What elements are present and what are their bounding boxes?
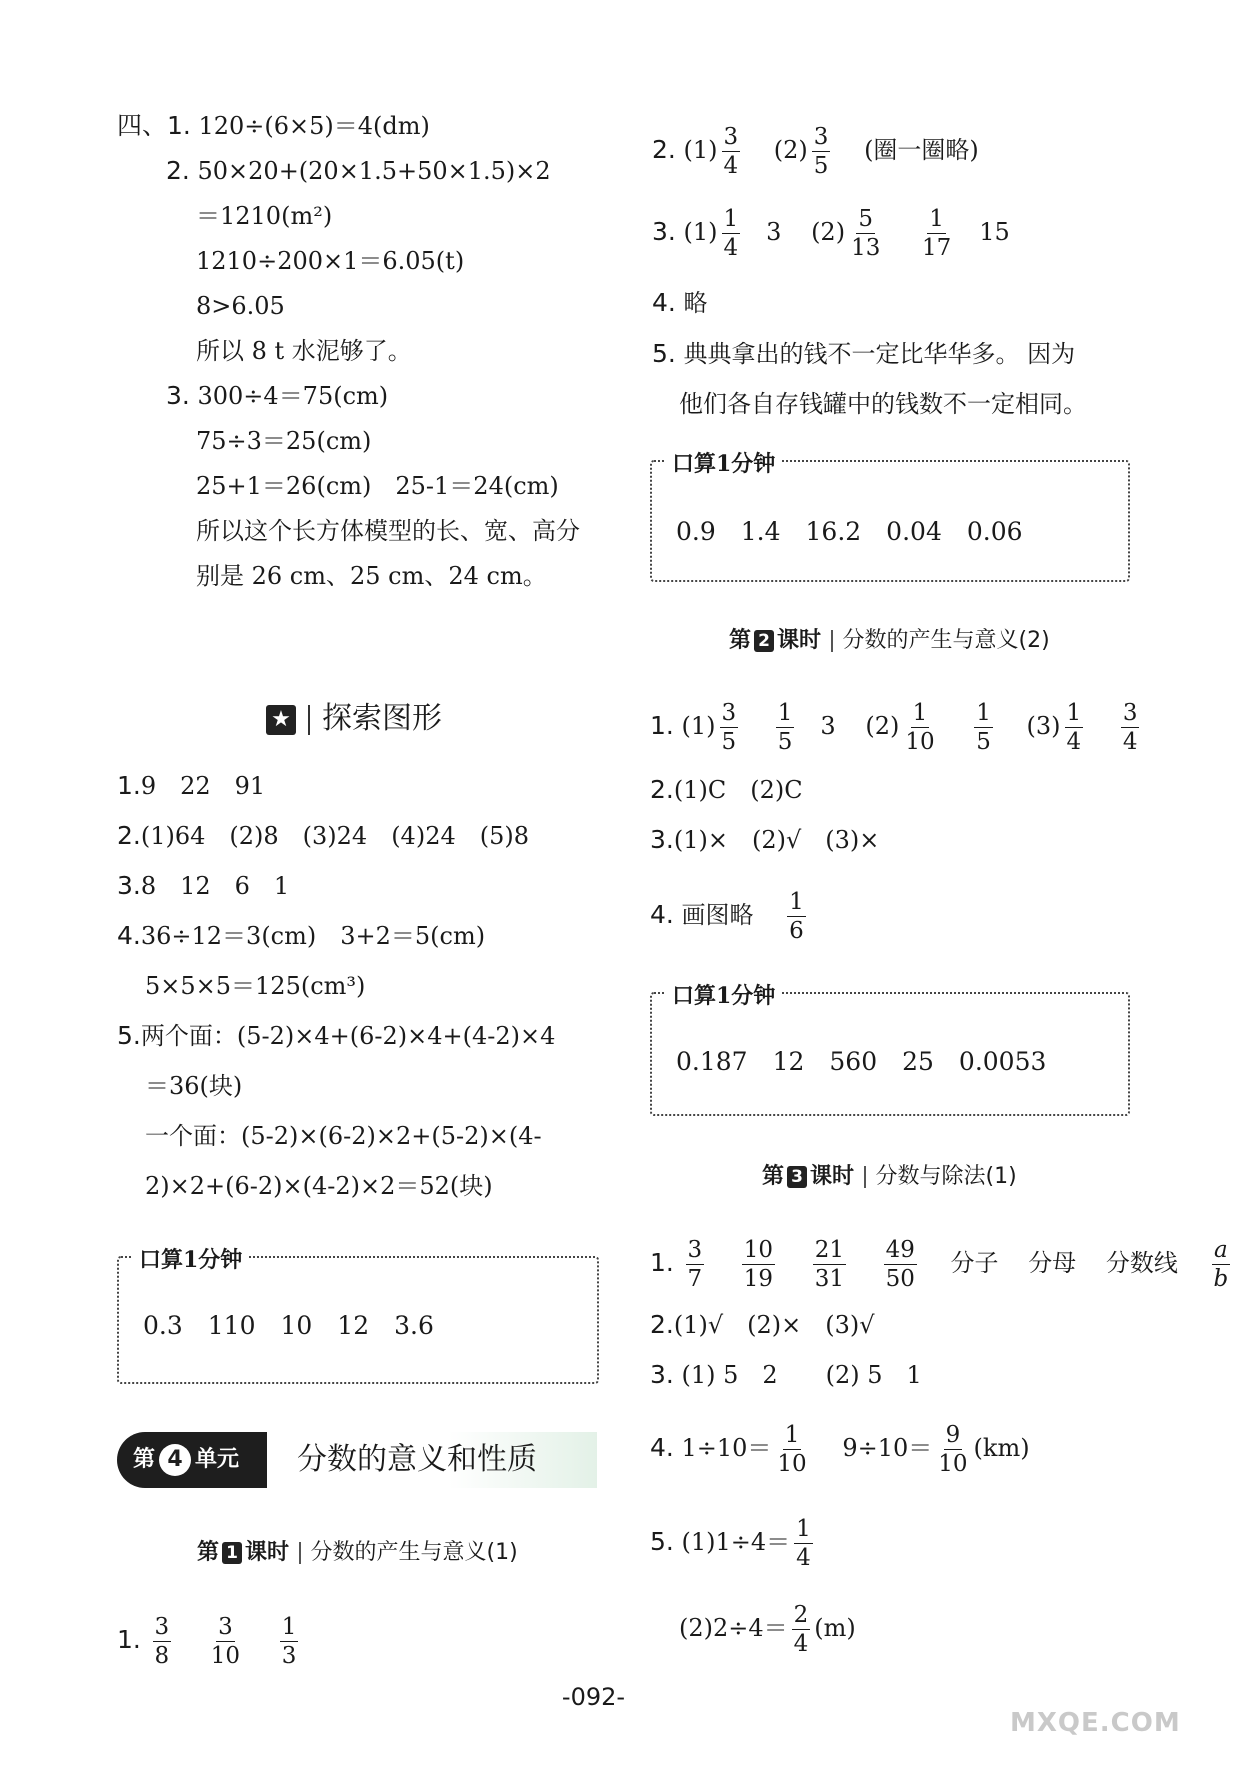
answer-label: 1.	[117, 771, 141, 800]
mental-math-box	[117, 1247, 599, 1384]
term: 分数线	[1105, 1249, 1178, 1277]
lesson-suffix: 课时	[810, 1164, 855, 1189]
answer-label: 5.	[117, 1021, 141, 1050]
answer-label: 5.	[652, 339, 676, 368]
value: 3	[820, 712, 836, 740]
lesson3-answer-1	[650, 1233, 1234, 1293]
lesson-number: 2	[754, 630, 774, 652]
denominator: 6	[789, 918, 804, 944]
fraction	[720, 701, 739, 754]
numerator: 3	[1121, 701, 1140, 728]
answer-r3	[652, 202, 1010, 262]
numerator: 10	[742, 1238, 775, 1265]
denominator: 4	[723, 235, 739, 261]
explore-answer-5c: 一个面：(5-2)×(6-2)×2+(5-2)×(4-	[145, 1122, 542, 1150]
answer-label: 3.	[650, 1360, 674, 1389]
denominator: 4	[796, 1545, 811, 1571]
fraction	[787, 890, 806, 943]
answer-label: 5.	[650, 1527, 674, 1556]
numerator: 5	[856, 207, 875, 234]
explore-answer-4b: 5×5×5＝125(cm³)	[145, 972, 366, 1000]
fraction	[792, 1603, 811, 1656]
lesson-number: 3	[787, 1166, 807, 1188]
unit: (m)	[814, 1614, 856, 1642]
fraction	[153, 1615, 172, 1668]
mental-math-label: 口算1分钟	[666, 979, 781, 1010]
fraction	[1065, 701, 1084, 754]
lesson-suffix: 课时	[777, 628, 822, 653]
explore-answer-4	[117, 921, 485, 951]
lesson1-answer-1	[117, 1610, 302, 1670]
divider	[831, 630, 833, 652]
numerator: 1	[280, 1615, 299, 1642]
answer-r5-line1	[652, 339, 1075, 369]
page-number: -092-	[561, 1683, 626, 1711]
denominator: 7	[687, 1266, 703, 1292]
answer-text: 两个面：(5-2)×4+(6-2)×4+(4-2)×4	[140, 1022, 556, 1050]
answer-text: (1)√ (2)× (3)√	[673, 1311, 875, 1339]
lesson-prefix: 第	[197, 1540, 220, 1565]
expression: (1)1÷4＝	[681, 1528, 791, 1556]
answer-4-3-line3: 25+1＝26(cm) 25-1＝24(cm)	[196, 472, 559, 500]
answer-label: 2.	[652, 135, 676, 164]
numerator: 1	[722, 207, 741, 234]
answer-label: 2.	[166, 156, 190, 185]
answer-label: 1.	[650, 711, 674, 740]
explore-answer-5d: 2)×2+(6-2)×(4-2)×2＝52(块)	[145, 1172, 493, 1200]
numerator: 1	[787, 890, 806, 917]
answer-label: 2.	[650, 1310, 674, 1339]
term: 分母	[1028, 1249, 1077, 1277]
mental-math-values: 0.3 110 10 12 3.6	[143, 1311, 434, 1340]
unit-title: 分数的意义和性质	[267, 1432, 597, 1488]
fraction	[903, 701, 936, 754]
answer-text: (1)C (2)C	[673, 776, 803, 804]
numerator: 1	[974, 701, 993, 728]
answer-label: 4.	[652, 288, 676, 317]
denominator: 4	[1122, 729, 1138, 755]
answer-4-2-line3: 1210÷200×1＝6.05(t)	[196, 247, 465, 275]
numerator: 1	[1065, 701, 1084, 728]
answer-4-3-line1	[166, 381, 388, 411]
value: 15	[979, 218, 1010, 246]
expression: 1÷10＝	[681, 1434, 772, 1462]
unit-banner	[117, 1432, 597, 1488]
fraction	[794, 1517, 813, 1570]
answer-label: 1.	[650, 1248, 674, 1277]
answer-r2	[652, 120, 979, 180]
lesson-prefix: 第	[762, 1164, 785, 1189]
fraction	[1121, 701, 1140, 754]
denominator: 10	[938, 1451, 968, 1477]
answer-text: (1)64 (2)8 (3)24 (4)24 (5)8	[140, 822, 529, 850]
denominator: 5	[813, 153, 829, 179]
explore-answer-3	[117, 871, 289, 901]
denominator: 10	[777, 1451, 807, 1477]
fraction	[776, 701, 795, 754]
numerator: 1	[776, 701, 795, 728]
fraction	[974, 701, 993, 754]
explore-answer-1	[117, 771, 265, 801]
lesson-number: 1	[222, 1542, 242, 1564]
answer-text: 36÷12＝3(cm) 3+2＝5(cm)	[140, 922, 486, 950]
lesson-title: 分数与除法(1)	[875, 1164, 1017, 1189]
denominator: 4	[723, 153, 739, 179]
mental-math-values: 0.9 1.4 16.2 0.04 0.06	[676, 517, 1023, 546]
denominator: 10	[905, 729, 935, 755]
answer-4-2-line2: ＝1210(m²)	[196, 202, 333, 230]
answer-label: 3.	[652, 217, 676, 246]
denominator: 5	[721, 729, 737, 755]
numerator: 49	[884, 1238, 917, 1265]
fraction	[209, 1615, 242, 1668]
answer-label: 4.	[117, 921, 141, 950]
answer-r4	[652, 288, 708, 318]
answer-text: 典典拿出的钱不一定比华华多。 因为	[683, 340, 1076, 368]
fraction	[775, 1423, 808, 1476]
fraction	[813, 1238, 846, 1291]
answer-expr: 50×20+(20×1.5+50×1.5)×2	[197, 157, 551, 185]
denominator: 4	[793, 1631, 809, 1657]
fraction	[1211, 1238, 1230, 1291]
denominator: 3	[281, 1643, 297, 1669]
lesson3-answer-3	[650, 1360, 922, 1390]
fraction	[742, 1238, 775, 1291]
answer-4-2-line5: 所以 8 t 水泥够了。	[196, 337, 412, 365]
numerator: 2	[792, 1603, 811, 1630]
answer-label: 四、1.	[117, 111, 191, 140]
divider	[308, 705, 310, 735]
answer-label: 1.	[117, 1625, 141, 1654]
numerator: a	[1212, 1238, 1230, 1265]
lesson2-answer-1	[650, 696, 1143, 756]
lesson3-answer-2	[650, 1310, 875, 1340]
part-label: (2)	[865, 712, 900, 740]
value: 3	[766, 218, 782, 246]
numerator: 3	[153, 1615, 172, 1642]
unit-number-pill	[117, 1432, 267, 1488]
denominator: 5	[976, 729, 991, 755]
lesson2-answer-2	[650, 775, 803, 805]
answer-text: (1)× (2)√ (3)×	[673, 826, 880, 854]
watermark: MXQE.COM	[1010, 1708, 1181, 1738]
numerator: 1	[794, 1517, 813, 1544]
unit-suffix: 单元	[195, 1447, 240, 1472]
mental-math-values: 0.187 12 560 25 0.0053	[676, 1047, 1047, 1076]
answer-text: 略	[683, 289, 708, 317]
answer-4-3-line2: 75÷3＝25(cm)	[196, 427, 372, 455]
lesson3-answer-4	[650, 1418, 1030, 1478]
note: (圈一圈略)	[864, 136, 979, 164]
lesson3-answer-5a	[650, 1512, 817, 1572]
part-label: (1)	[681, 712, 716, 740]
answer-label: 4.	[650, 900, 674, 929]
lesson-heading-1	[197, 1535, 518, 1566]
unit: (km)	[973, 1434, 1030, 1462]
answer-4-2-line1	[166, 156, 551, 186]
answer-label: 4.	[650, 1433, 674, 1462]
fraction	[722, 207, 741, 260]
answer-text: 画图略	[681, 901, 754, 929]
part-label: (1)	[683, 136, 718, 164]
unit-prefix: 第	[133, 1447, 156, 1472]
answer-r5-line2: 他们各自存钱罐中的钱数不一定相同。	[679, 390, 1087, 418]
lesson-prefix: 第	[729, 628, 752, 653]
numerator: 3	[720, 701, 739, 728]
fraction	[686, 1238, 705, 1291]
section-heading-explore	[266, 693, 442, 737]
explore-answer-5	[117, 1021, 555, 1051]
denominator: 17	[921, 235, 952, 261]
denominator: 13	[851, 235, 881, 261]
answer-expr: 120÷(6×5)＝4(dm)	[198, 112, 430, 140]
answer-text: 8 12 6 1	[140, 872, 290, 900]
denominator: b	[1213, 1266, 1229, 1292]
fraction	[280, 1615, 299, 1668]
numerator: 1	[783, 1423, 802, 1450]
explore-answer-2	[117, 821, 529, 851]
mental-math-box	[650, 983, 1130, 1116]
part-label: (3)	[1026, 712, 1061, 740]
fraction	[936, 1423, 969, 1476]
fraction	[722, 125, 741, 178]
numerator: 9	[944, 1423, 963, 1450]
star-icon: ★	[266, 705, 296, 735]
denominator: 5	[777, 729, 793, 755]
fraction	[849, 207, 882, 260]
lesson3-answer-5b	[679, 1598, 856, 1658]
answer-4-3-line5: 别是 26 cm、25 cm、24 cm。	[196, 562, 547, 590]
mental-math-label: 口算1分钟	[666, 447, 781, 478]
lesson-suffix: 课时	[245, 1540, 290, 1565]
answer-label: 2.	[117, 821, 141, 850]
unit-number: 4	[159, 1444, 191, 1476]
divider	[864, 1166, 866, 1188]
fraction	[812, 125, 831, 178]
fraction	[884, 1238, 917, 1291]
numerator: 3	[812, 125, 831, 152]
explore-answer-5b: ＝36(块)	[145, 1072, 243, 1100]
denominator: 10	[210, 1643, 241, 1669]
numerator: 3	[722, 125, 741, 152]
expression: 9÷10＝	[842, 1434, 933, 1462]
section-title: 探索图形	[322, 701, 442, 736]
answer-label: 3.	[117, 871, 141, 900]
lesson-title: 分数的产生与意义(1)	[310, 1540, 518, 1565]
numerator: 1	[911, 701, 930, 728]
answer-4-1	[117, 111, 430, 141]
lesson-title: 分数的产生与意义(2)	[842, 628, 1050, 653]
part-label: (2)	[773, 136, 808, 164]
fraction	[920, 207, 953, 260]
answer-text: 9 22 91	[140, 772, 266, 800]
denominator: 50	[885, 1266, 915, 1292]
mental-math-box	[650, 451, 1130, 582]
lesson-heading-3	[762, 1159, 1017, 1190]
part-label: (2)	[811, 218, 846, 246]
answer-label: 3.	[650, 825, 674, 854]
expression: (2)2÷4＝	[679, 1614, 788, 1642]
denominator: 31	[814, 1266, 844, 1292]
answer-label: 3.	[166, 381, 190, 410]
answer-4-3-line4: 所以这个长方体模型的长、宽、高分	[196, 517, 580, 545]
term: 分子	[950, 1249, 999, 1277]
numerator: 3	[216, 1615, 235, 1642]
answer-expr: 300÷4＝75(cm)	[197, 382, 389, 410]
lesson2-answer-3	[650, 825, 879, 855]
part-label: (1)	[683, 218, 718, 246]
divider	[299, 1542, 301, 1564]
answer-4-2-line4: 8>6.05	[196, 292, 285, 320]
lesson2-answer-4	[650, 885, 810, 945]
answer-label: 2.	[650, 775, 674, 804]
denominator: 8	[154, 1643, 170, 1669]
numerator: 3	[686, 1238, 705, 1265]
denominator: 4	[1066, 729, 1082, 755]
numerator: 1	[927, 207, 946, 234]
mental-math-label: 口算1分钟	[133, 1243, 248, 1274]
answer-text: (1) 5 2 (2) 5 1	[681, 1361, 922, 1389]
denominator: 19	[743, 1266, 774, 1292]
lesson-heading-2	[729, 623, 1050, 654]
numerator: 21	[813, 1238, 846, 1265]
